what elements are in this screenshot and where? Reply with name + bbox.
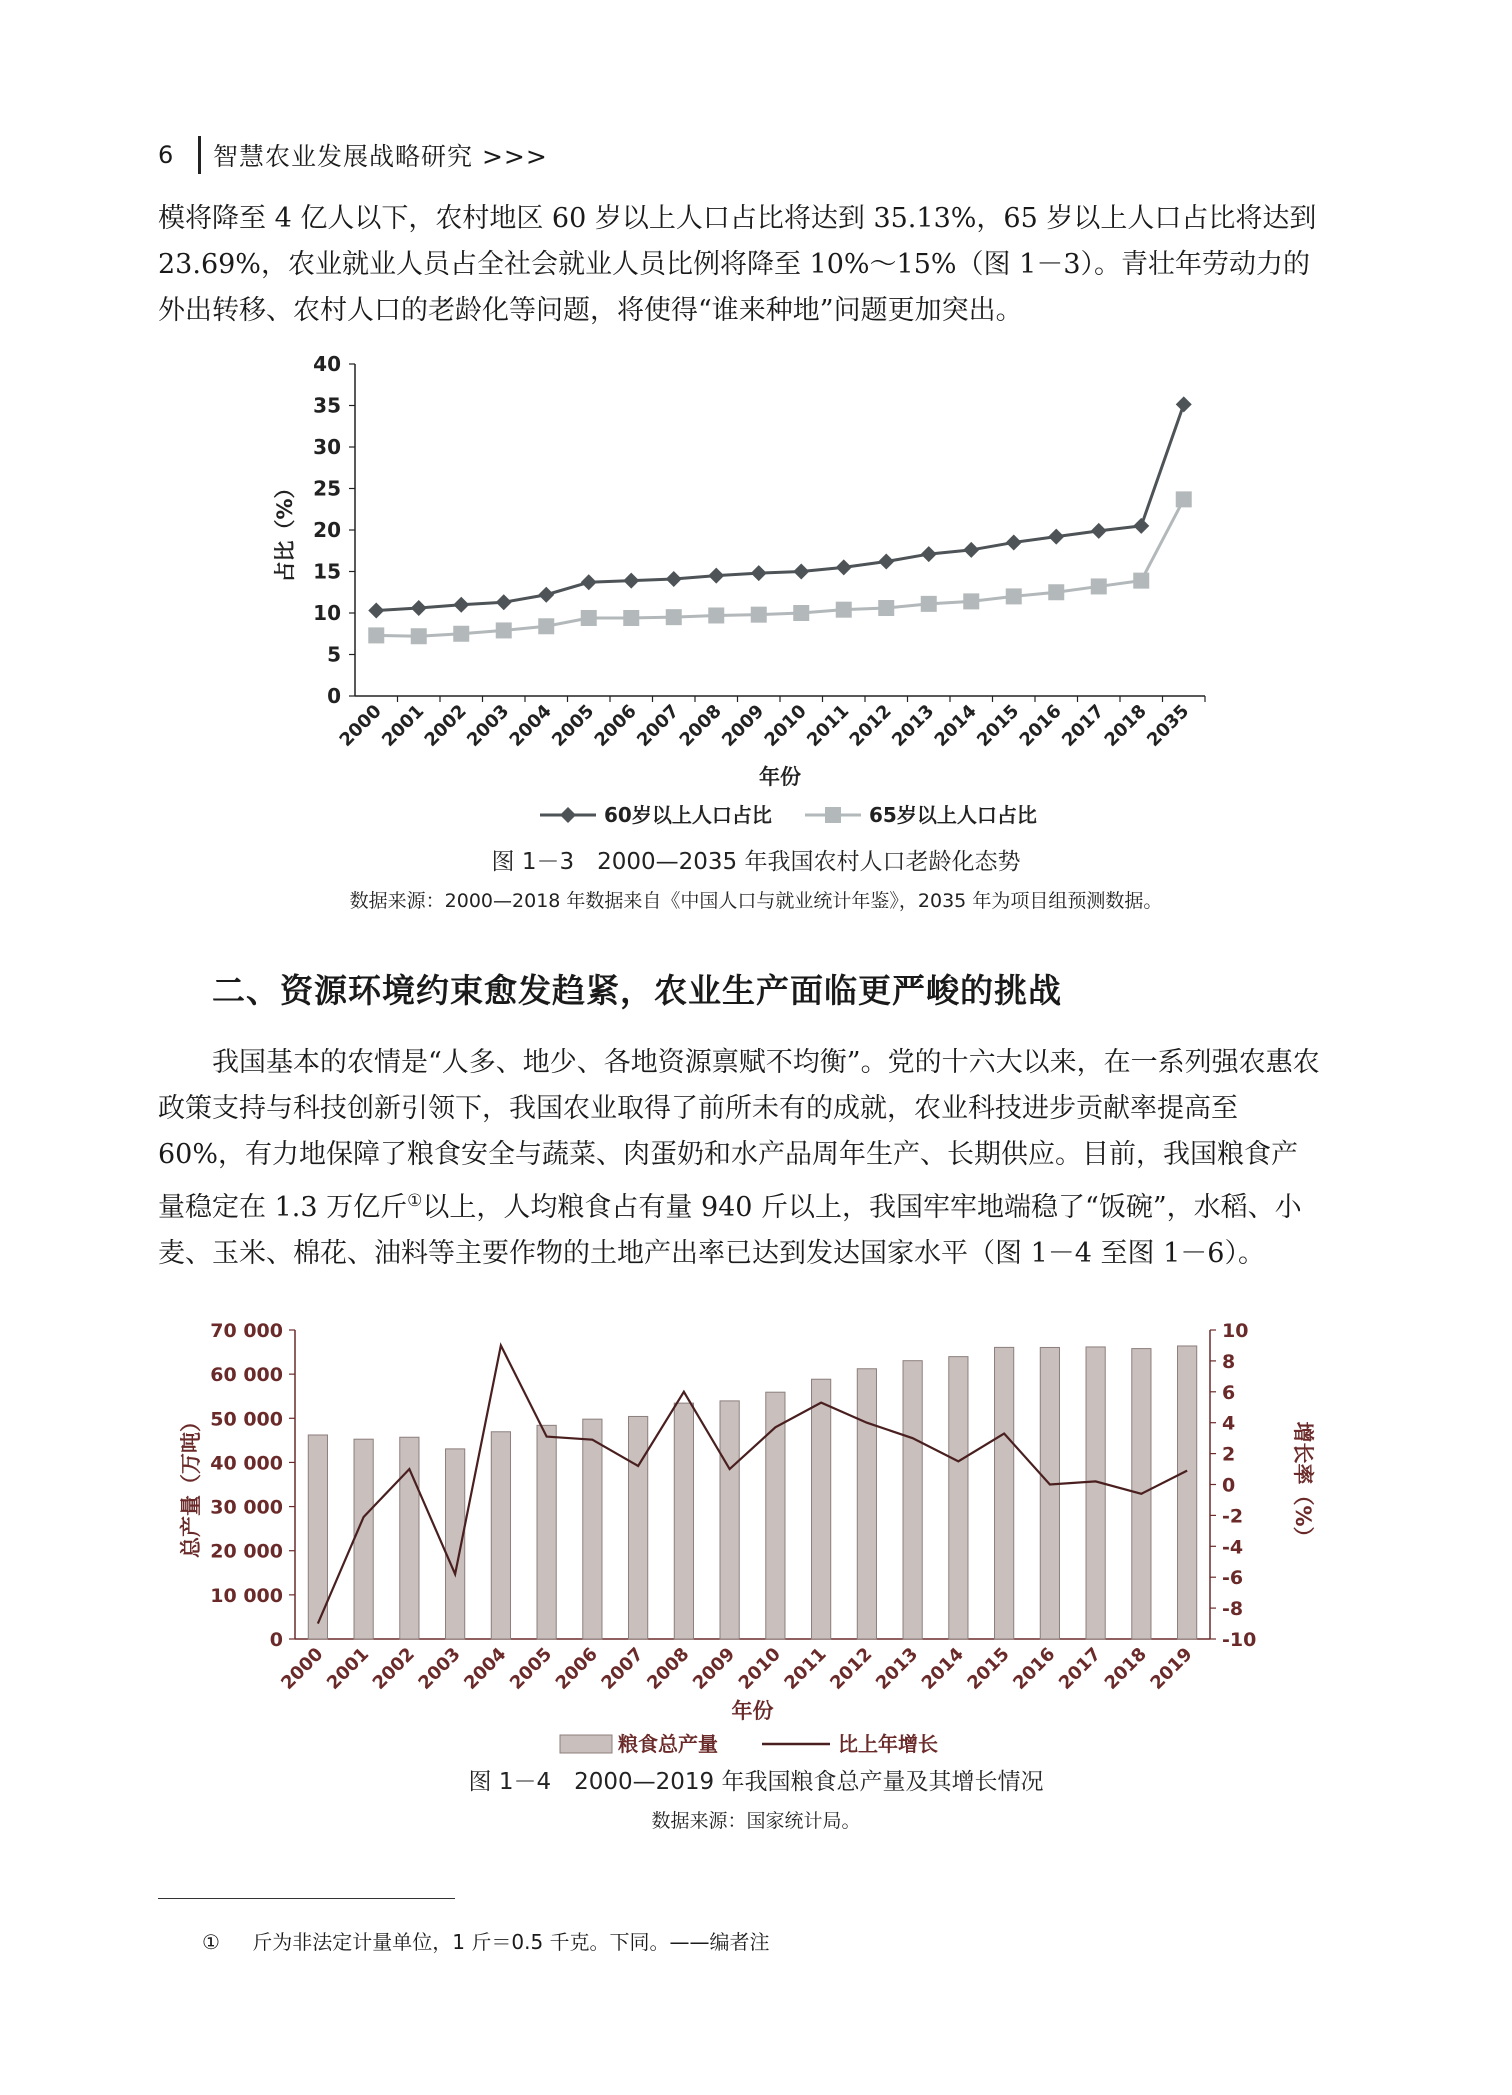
x-tick-label: 2000 xyxy=(335,700,386,751)
right-tick-label: -10 xyxy=(1222,1629,1257,1651)
footnote xyxy=(202,1926,770,1955)
y-tick-label: 5 xyxy=(327,642,341,667)
bar-grain-output xyxy=(491,1432,510,1639)
legend-label: 粮食总产量 xyxy=(618,1732,718,1756)
x-tick-label: 2010 xyxy=(760,700,811,751)
x-tick-label: 2016 xyxy=(1009,1643,1060,1694)
header-divider xyxy=(198,136,201,174)
data-point-60plus xyxy=(1133,518,1149,534)
footnote-text: 斤为非法定计量单位，1 斤＝0.5 千克。下同。——编者注 xyxy=(252,1930,770,1954)
right-tick-label: 10 xyxy=(1222,1320,1249,1342)
x-tick-label: 2018 xyxy=(1100,700,1151,751)
paragraph-grain xyxy=(158,1040,1320,1277)
data-point-65plus xyxy=(496,622,512,638)
bar-grain-output xyxy=(766,1392,785,1639)
x-tick-label: 2013 xyxy=(871,1643,923,1694)
figure-1-3-caption: 图 1－3 2000—2035 年我国农村人口老龄化态势 xyxy=(491,849,1021,875)
data-point-60plus xyxy=(708,568,724,584)
legend-marker-diamond xyxy=(560,807,576,823)
left-tick-label: 40 000 xyxy=(210,1452,283,1475)
x-tick-label: 2004 xyxy=(460,1643,511,1694)
data-point-65plus xyxy=(708,607,724,623)
right-tick-label: 0 xyxy=(1222,1474,1236,1497)
x-tick-label: 2016 xyxy=(1015,700,1066,751)
x-tick-label: 2011 xyxy=(803,700,854,751)
x-tick-label: 2003 xyxy=(414,1643,465,1694)
data-point-65plus xyxy=(751,607,767,623)
data-point-60plus xyxy=(666,571,682,587)
bar-grain-output xyxy=(583,1419,602,1639)
data-point-60plus xyxy=(878,554,894,570)
chart-rural-aging xyxy=(250,348,1250,833)
x-tick-label: 2013 xyxy=(888,700,939,751)
x-tick-label: 2017 xyxy=(1058,700,1109,751)
data-point-65plus xyxy=(453,626,469,642)
left-tick-label: 70 000 xyxy=(210,1320,283,1342)
x-tick-label: 2008 xyxy=(675,700,726,751)
x-tick-label: 2010 xyxy=(734,1643,785,1694)
x-tick-label: 2005 xyxy=(505,1643,557,1694)
data-point-65plus xyxy=(793,605,809,621)
x-tick-label: 2015 xyxy=(973,700,1024,751)
data-point-60plus xyxy=(538,587,554,603)
data-point-60plus xyxy=(496,594,512,610)
data-point-65plus xyxy=(836,602,852,618)
x-tick-label: 2007 xyxy=(597,1643,648,1694)
bar-grain-output xyxy=(354,1439,373,1639)
data-point-60plus xyxy=(836,559,852,575)
data-point-60plus xyxy=(963,542,979,558)
footnote-divider xyxy=(158,1898,455,1899)
data-point-65plus xyxy=(411,628,427,644)
data-point-60plus xyxy=(581,574,597,590)
paragraph-aging: 模将降至 4 亿人以下，农村地区 60 岁以上人口占比将达到 35.13%，65 岁以上人口占比将达到 23.69%，农业就业人员占全社会就业人员比例将降至 10%～15%（图 1－3）。青壮年劳动力的外出转移、农村人口的老龄化等问题，将使得“谁来种地”问题更加突出。 xyxy=(158,203,1317,326)
data-point-65plus xyxy=(581,610,597,626)
data-point-60plus xyxy=(623,573,639,589)
x-tick-label: 2012 xyxy=(826,1643,877,1694)
right-tick-label: -8 xyxy=(1222,1598,1244,1621)
data-point-65plus xyxy=(963,593,979,609)
legend-label: 比上年增长 xyxy=(838,1732,938,1756)
left-tick-label: 0 xyxy=(269,1629,283,1651)
x-tick-label: 2004 xyxy=(505,700,556,751)
x-tick-label: 2000 xyxy=(277,1643,328,1694)
x-tick-label: 2002 xyxy=(420,700,471,751)
left-tick-label: 60 000 xyxy=(210,1364,283,1387)
x-tick-label: 2006 xyxy=(551,1643,602,1694)
figure-1-4-caption: 图 1－4 2000—2019 年我国粮食总产量及其增长情况 xyxy=(468,1769,1044,1795)
x-tick-label: 2011 xyxy=(780,1643,831,1694)
x-tick-label: 2035 xyxy=(1143,700,1194,751)
data-point-60plus xyxy=(368,603,384,619)
left-axis-title: 总产量（万吨） xyxy=(179,1411,203,1558)
data-point-65plus xyxy=(1091,578,1107,594)
data-point-65plus xyxy=(538,618,554,634)
left-tick-label: 20 000 xyxy=(210,1540,283,1563)
x-tick-label: 2002 xyxy=(368,1643,419,1694)
x-tick-label: 2003 xyxy=(463,700,514,751)
right-tick-label: -4 xyxy=(1222,1536,1244,1559)
chart-grain-production xyxy=(170,1312,1330,1757)
footnote-reference: ① xyxy=(407,1191,423,1211)
x-tick-label: 2018 xyxy=(1100,1643,1151,1694)
data-point-65plus xyxy=(921,596,937,612)
x-tick-label: 2015 xyxy=(963,1643,1014,1694)
data-point-65plus xyxy=(878,600,894,616)
data-point-60plus xyxy=(1006,534,1022,550)
x-tick-label: 2014 xyxy=(930,700,981,751)
bar-grain-output xyxy=(995,1347,1014,1639)
data-point-60plus xyxy=(793,564,809,580)
x-tick-label: 2005 xyxy=(548,700,599,751)
y-tick-label: 20 xyxy=(313,518,341,542)
data-point-65plus xyxy=(368,627,384,643)
x-tick-label: 2017 xyxy=(1054,1643,1106,1694)
left-tick-label: 10 000 xyxy=(210,1584,283,1607)
x-axis-title: 年份 xyxy=(731,1699,774,1723)
bar-grain-output xyxy=(857,1369,876,1639)
bar-grain-output xyxy=(1086,1347,1105,1639)
bar-grain-output xyxy=(537,1425,556,1639)
figure-1-3-source: 数据来源：2000—2018 年数据来自《中国人口与就业统计年鉴》，2035 年为项目组预测数据。 xyxy=(349,890,1163,912)
x-tick-label: 2007 xyxy=(633,700,684,751)
footnote-mark: ① xyxy=(202,1930,220,1954)
legend-label: 60岁以上人口占比 xyxy=(604,803,772,827)
data-point-60plus xyxy=(453,597,469,613)
legend-marker-square xyxy=(825,807,841,823)
x-axis-title: 年份 xyxy=(759,765,801,789)
data-point-65plus xyxy=(1048,584,1064,600)
section-heading: 二、资源环境约束愈发趋紧，农业生产面临更严峻的挑战 xyxy=(212,971,1062,1010)
legend-bar-swatch xyxy=(560,1735,612,1753)
x-tick-label: 2008 xyxy=(643,1643,694,1694)
data-point-60plus xyxy=(751,565,767,581)
data-point-60plus xyxy=(1176,396,1192,412)
x-tick-label: 2014 xyxy=(917,1643,968,1694)
data-point-65plus xyxy=(1006,588,1022,604)
bar-grain-output xyxy=(1040,1347,1059,1639)
right-axis-title: 增长率（%） xyxy=(1291,1421,1315,1548)
right-tick-label: -6 xyxy=(1222,1567,1244,1590)
x-tick-label: 2019 xyxy=(1146,1643,1197,1694)
y-tick-label: 15 xyxy=(313,559,341,584)
data-point-60plus xyxy=(1091,523,1107,539)
x-tick-label: 2006 xyxy=(590,700,641,751)
data-point-65plus xyxy=(623,610,639,626)
x-tick-label: 2009 xyxy=(718,700,769,751)
y-tick-label: 10 xyxy=(313,601,341,625)
left-tick-label: 30 000 xyxy=(210,1496,283,1519)
left-tick-label: 50 000 xyxy=(210,1408,283,1431)
x-tick-label: 2012 xyxy=(845,700,896,751)
running-header xyxy=(158,135,548,175)
figure-1-4-source: 数据来源：国家统计局。 xyxy=(651,1810,861,1832)
bar-grain-output xyxy=(903,1361,922,1639)
data-point-60plus xyxy=(1048,529,1064,545)
running-title: 智慧农业发展战略研究 >>> xyxy=(213,142,548,171)
y-tick-label: 40 xyxy=(313,352,341,376)
bar-grain-output xyxy=(720,1401,739,1639)
series-line-1 xyxy=(376,404,1184,610)
data-point-60plus xyxy=(921,546,937,562)
x-tick-label: 2001 xyxy=(322,1643,374,1694)
x-tick-label: 2001 xyxy=(378,700,429,751)
y-tick-label: 35 xyxy=(313,393,341,418)
bar-grain-output xyxy=(629,1416,648,1639)
y-tick-label: 0 xyxy=(327,684,341,708)
data-point-65plus xyxy=(1133,573,1149,589)
page-number: 6 xyxy=(158,141,174,169)
data-point-65plus xyxy=(666,609,682,625)
bar-grain-output xyxy=(812,1379,831,1639)
right-tick-label: 8 xyxy=(1222,1350,1236,1373)
y-axis-title: 占比（%） xyxy=(273,477,297,583)
x-tick-label: 2009 xyxy=(688,1643,740,1694)
data-point-60plus xyxy=(411,600,427,616)
legend-label: 65岁以上人口占比 xyxy=(869,803,1037,827)
paragraph-grain-text: 我国基本的农情是“人多、地少、各地资源禀赋不均衡”。党的十六大以来，在一系列强农惠农政策支持与科技创新引领下，我国农业取得了前所未有的成就，农业科技进步贡献率提高至 60%，有力地保障了粮食安全与蔬菜、肉蛋奶和水产品周年生产、长期供应。目前，我国粮食产量稳定在 1.3 万亿斤 xyxy=(158,1047,1320,1223)
right-tick-label: 6 xyxy=(1222,1381,1236,1404)
series-line-2 xyxy=(376,499,1184,636)
right-tick-label: 4 xyxy=(1222,1412,1236,1435)
data-point-65plus xyxy=(1176,491,1192,507)
bar-grain-output xyxy=(674,1403,693,1639)
y-tick-label: 25 xyxy=(313,476,341,501)
y-tick-label: 30 xyxy=(313,435,341,459)
right-tick-label: 2 xyxy=(1222,1443,1236,1466)
right-tick-label: -2 xyxy=(1222,1505,1244,1528)
paragraph-grain-text-rest: 以上，人均粮食占有量 940 斤以上，我国牢牢地端稳了“饭碗”，水稻、小麦、玉米、棉花、油料等主要作物的土地产出率已达到发达国家水平（图 1－4 至图 1－6）。 xyxy=(158,1192,1302,1269)
bar-grain-output xyxy=(949,1357,968,1639)
bar-grain-output xyxy=(1178,1346,1197,1639)
